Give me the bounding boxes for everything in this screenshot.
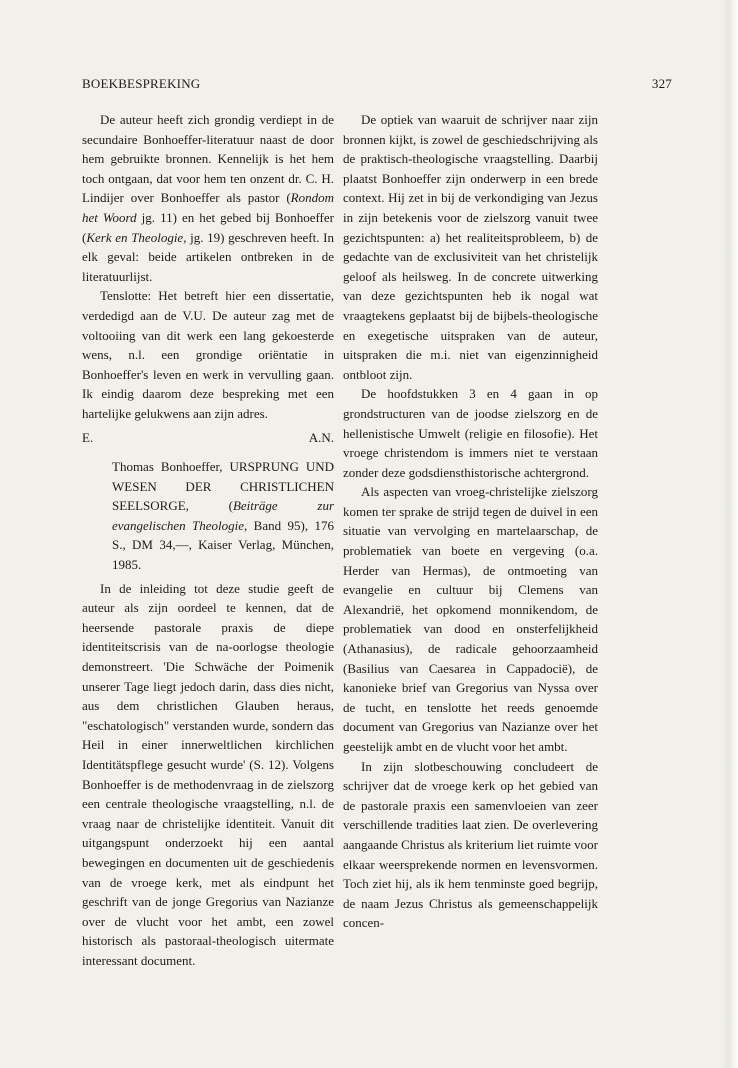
paragraph-aspects: Als aspecten van vroeg-christelijke zielszorg komen ter sprake de strijd tegen de duivel in een situatie van vervolging en martelaarschap, de problematiek van boete en vergeving (o.a. Herder van Hermas), de ontmoeting van evangelie en cultuur bij Clemens van Alexandrië, het opkomend monnikendom, de problematiek van dood en onsterfelijkheid (Athanasius), de radicale gehoorzaamheid (Basilius van Caesarea in Cappadocië), de kanonieke brief van Gregorius van Nyssa over de tucht, en tenslotte het reeds genoemde document van Gregorius van Nazianze over het geestelijk ambt en de vlucht voor het ambt. <box>343 484 598 754</box>
right-column <box>343 110 598 933</box>
book-citation: Thomas Bonhoeffer, URSPRUNG UND WESEN DER CHRISTLICHEN SEELSORGE, (Beiträge zur evangelischen Theologie, Band 95), 176 S., DM 34,—, Kaiser Verlag, München, 1985. <box>112 459 334 573</box>
paragraph-perspective: De optiek van waaruit de schrijver naar zijn bronnen kijkt, is zowel de geschiedschrijving als de praktisch-theologische vraagstelling. Daarbij plaatst Bonhoeffer zijn onderwerp in een brede context. Hij zet in bij de verkondiging van Jezus in zijn betekenis voor de zielszorg vanuit twee gezichtspunten: a) het realiteitsprobleem, b) de gedachte van de exclusiviteit van het christelijk geloof als heilsweg. In de concrete uitwerking van deze gezichtspunten heb ik nogal wat vraagtekens geplaatst bij de bijbels-theologische en exegetische uitspraken van de auteur, uitspraken die m.i. niet van eigenzinnigheid ontbloot zijn. <box>343 112 598 382</box>
section-title: BOEKBESPREKING <box>82 76 201 91</box>
paragraph-literature: De auteur heeft zich grondig verdiept in de secundaire Bonhoeffer-literatuur naast de door hem gebruikte bronnen. Kennelijk is het hem toch ontgaan, dat voor hem ten onzent dr. C. H. Lindijer over Bonhoeffer als pastor (Rondom het Woord jg. 11) en het gebed bij Bonhoeffer (Kerk en Theologie, jg. 19) geschreven heeft. In elk geval: beide artikelen ontbreken in de literatuurlijst. <box>82 112 334 284</box>
page-number: 327 <box>651 76 672 91</box>
left-column <box>82 110 334 971</box>
paragraph-conclusion: Tenslotte: Het betreft hier een dissertatie, verdedigd aan de V.U. De auteur zag met de voltooiing van dit werk een lang gekoesterde wens, n.l. een grondige oriëntatie in Bonhoeffer's leven en werk in vervulling gaan. Ik eindig daarom deze bespreking met een hartelijke gelukwens aan zijn adres. <box>82 288 334 421</box>
signature-initial-right: A.N. <box>308 429 334 445</box>
reviewer-signature <box>82 428 334 448</box>
signature-initial-left: E. <box>82 429 94 445</box>
paragraph-final: In zijn slotbeschouwing concludeert de schrijver dat de vroege kerk op het gebied van de pastorale praxis een samenvloeien van zeer verschillende tradities laat zien. De overlevering aangaande Christus als kriterium liet ruimte voor elkaar weersprekende normen en levensvormen. Toch ziet hij, als ik hem tenminste goed begrijp, de naam Jezus Christus als gemeenschappelijk concen- <box>343 758 598 931</box>
paragraph-chapters: De hoofdstukken 3 en 4 gaan in op grondstructuren van de joodse zielszorg en de hellenistische Umwelt (religie en filosofie). Het vroege christendom is immers niet te verstaan zonder deze godsdiensthistorische achtergrond. <box>343 386 598 480</box>
paragraph-introduction: In de inleiding tot deze studie geeft de auteur als zijn oordeel te kennen, dat de heersende pastorale praxis de diepe identiteitscrisis van de na-oorlogse theologie demonstreert. 'Die Schwäche der Poimenik unserer Tage liegt jedoch darin, dass dies nicht, aus dem christlichen Glauben heraus, "eschatologisch" verstanden wurde, sondern das Heil in einer innerweltlichen kirchlichen Identitätspflege gesucht wurde' (S. 12). Volgens Bonhoeffer is de methodenvraag in de zielszorg een centrale theologische vraagstelling, n.l. de vraag naar de christelijke identiteit. Vanuit dit uitgangspunt onderzoekt hij een aantal bewegingen en documenten uit de geschiedenis van de vroege kerk, met als eindpunt het geschrift van de jonge Gregorius van Nazianze over de vlucht voor het ambt, een zowel historisch als pastoraal-theologisch uitermate interessant document. <box>82 580 334 968</box>
page-spine-shadow <box>722 0 738 1068</box>
